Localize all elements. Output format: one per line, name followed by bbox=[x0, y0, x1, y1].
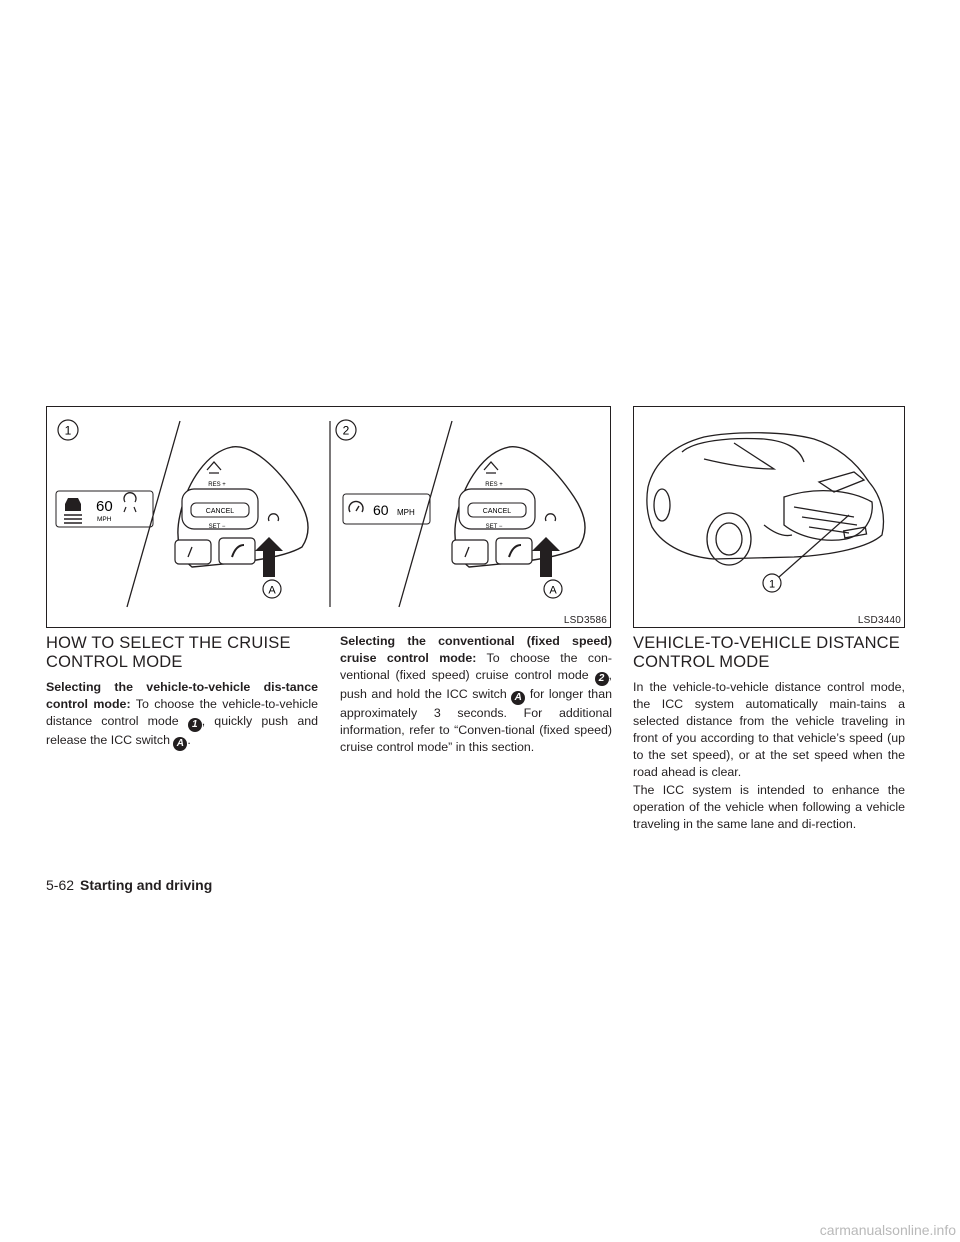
callout-1-label: 1 bbox=[768, 578, 776, 591]
callout-marker-a: A bbox=[511, 691, 525, 705]
figure-icc-switch bbox=[46, 406, 611, 628]
paragraph-conventional-mode: Selecting the conventional (fixed speed) cruise control mode: To choose the con-ventional (fixed speed) cruise control mode 2 , push and hold the ICC switch A for longer than approximately 3 seconds. For additional information, refer to “Conven-tional (fixed speed) cruise control mode” in this section. bbox=[340, 634, 612, 754]
svg-text:RES +: RES + bbox=[485, 482, 503, 488]
paragraph-distance-control-2: The ICC system is intended to enhance the operation of the vehicle when following a vehicle traveling in the same lane and di-rection. bbox=[633, 783, 905, 831]
figure-code: LSD3440 bbox=[857, 615, 901, 626]
page-number: 5-62 bbox=[46, 877, 75, 893]
svg-text:CANCEL: CANCEL bbox=[482, 508, 512, 515]
figure-vehicle bbox=[633, 406, 905, 628]
meter-display-icc bbox=[56, 491, 153, 527]
svg-text:RES +: RES + bbox=[208, 482, 226, 488]
watermark: carmanualsonline.info bbox=[819, 1222, 956, 1238]
figure-code: LSD3586 bbox=[563, 615, 607, 626]
vehicle-ahead-icon bbox=[65, 498, 81, 511]
callout-marker-a: A bbox=[173, 737, 187, 751]
section-heading-select-mode: HOW TO SELECT THE CRUISE CONTROL MODE bbox=[46, 634, 291, 671]
svg-text:SET −: SET − bbox=[208, 524, 226, 530]
callout-marker-1: 1 bbox=[188, 718, 202, 732]
car-icon bbox=[647, 433, 884, 565]
page-footer bbox=[46, 877, 212, 893]
callout-1-label: 1 bbox=[64, 423, 72, 438]
svg-text:A: A bbox=[268, 584, 276, 597]
meter-display-cruise bbox=[343, 494, 430, 524]
svg-text:MPH: MPH bbox=[97, 516, 112, 523]
svg-text:60: 60 bbox=[96, 498, 113, 515]
steering-switch-2 bbox=[452, 447, 585, 567]
section-heading-distance-control: VEHICLE-TO-VEHICLE DISTANCE CONTROL MODE bbox=[633, 634, 901, 671]
vehicle-illustration bbox=[634, 407, 906, 629]
svg-text:CANCEL: CANCEL bbox=[205, 508, 235, 515]
svg-text:MPH: MPH bbox=[397, 508, 415, 517]
icc-switch-illustration bbox=[47, 407, 612, 629]
paragraph-vehicle-distance-mode: Selecting the vehicle-to-vehicle dis-tance control mode: To choose the vehicle-to-vehicle distance control mode 1 , quickly push and release the ICC switch A . bbox=[46, 680, 318, 749]
section-name: Starting and driving bbox=[80, 877, 213, 893]
steering-switch-1 bbox=[175, 447, 308, 567]
callout-marker-2: 2 bbox=[595, 672, 609, 686]
paragraph-distance-control-1: In the vehicle-to-vehicle distance control mode, the ICC system automatically main-tains a selected distance from the vehicle traveling in front of you according to that vehicle’s speed (up to the set speed), or at the set speed when the road ahead is clear. bbox=[633, 680, 905, 779]
svg-text:SET −: SET − bbox=[485, 524, 503, 530]
callout-2-label: 2 bbox=[342, 423, 350, 438]
svg-text:60: 60 bbox=[373, 502, 389, 518]
svg-text:A: A bbox=[549, 584, 557, 597]
